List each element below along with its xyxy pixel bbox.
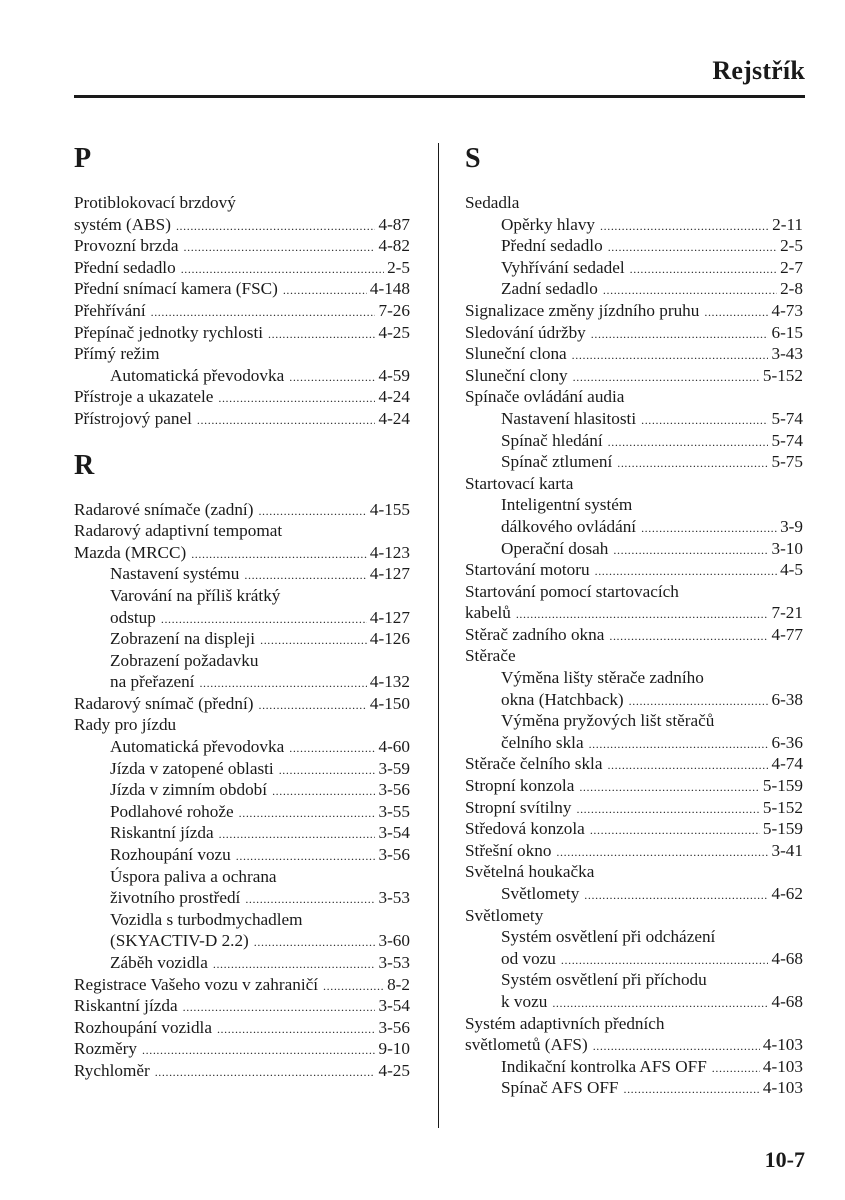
dot-leader xyxy=(629,691,769,713)
entry-label: Podlahové rohože xyxy=(110,801,234,821)
index-subentry xyxy=(465,926,803,948)
dot-leader xyxy=(218,388,375,410)
dot-leader xyxy=(712,1058,760,1080)
dot-leader xyxy=(279,760,376,782)
entry-label: Spínače ovládání audia xyxy=(465,387,625,407)
index-subentry xyxy=(74,758,410,780)
entry-page-ref: 4-87 xyxy=(378,214,410,234)
entry-label: (SKYACTIV-D 2.2) xyxy=(110,931,249,951)
dot-leader xyxy=(199,673,366,695)
entry-label: Střešní okno xyxy=(465,840,552,860)
index-entry xyxy=(74,499,410,521)
entry-label: na přeřazení xyxy=(110,672,195,692)
entry-page-ref: 3-54 xyxy=(378,823,410,843)
index-entry xyxy=(74,693,410,715)
dot-leader xyxy=(573,367,760,389)
entry-label: Automatická převodovka xyxy=(110,737,285,757)
entry-label: Vyhřívání sedadel xyxy=(501,257,625,277)
index-subentry xyxy=(465,278,803,300)
entry-page-ref: 4-68 xyxy=(771,948,803,968)
entry-page-ref: 4-24 xyxy=(378,387,410,407)
dot-leader xyxy=(590,820,760,842)
page-number: 10-7 xyxy=(764,1147,805,1172)
index-entry xyxy=(465,818,803,840)
dot-leader xyxy=(516,604,769,626)
index-entry xyxy=(74,1038,410,1060)
entry-label: Spínač AFS OFF xyxy=(501,1078,619,1098)
index-subentry xyxy=(74,607,410,629)
entry-label: Přístroje a ukazatele xyxy=(74,387,214,407)
index-subentry xyxy=(465,1077,803,1099)
entry-page-ref: 4-127 xyxy=(369,607,410,627)
index-subentry xyxy=(74,736,410,758)
index-entry xyxy=(74,214,410,236)
entry-page-ref: 4-60 xyxy=(378,737,410,757)
index-entry xyxy=(465,581,803,603)
entry-page-ref: 5-74 xyxy=(771,430,803,450)
index-entry xyxy=(465,365,803,387)
index-subentry xyxy=(465,667,803,689)
entry-page-ref: 4-132 xyxy=(369,672,410,692)
dot-leader xyxy=(572,345,769,367)
index-entry xyxy=(465,343,803,365)
dot-leader xyxy=(258,501,366,523)
entry-label: Přední sedadlo xyxy=(501,236,603,256)
entry-label: Operační dosah xyxy=(501,538,609,558)
entry-page-ref: 4-155 xyxy=(369,499,410,519)
entry-page-ref: 2-8 xyxy=(780,279,803,299)
entry-label: Stěrač zadního okna xyxy=(465,624,605,644)
entry-page-ref: 4-103 xyxy=(762,1056,803,1076)
dot-leader xyxy=(155,1062,376,1084)
index-subentry xyxy=(465,538,803,560)
entry-page-ref: 5-159 xyxy=(762,776,803,796)
entry-page-ref: 4-24 xyxy=(378,408,410,428)
entry-label: Mazda (MRCC) xyxy=(74,542,187,562)
entry-label: Světelná houkačka xyxy=(465,862,595,882)
entry-label: Vozidla s turbodmychadlem xyxy=(110,909,303,929)
index-entry xyxy=(465,797,803,819)
entry-page-ref: 2-11 xyxy=(772,214,803,234)
entry-label: Výměna lišty stěrače zadního xyxy=(501,668,704,688)
entry-page-ref: 4-68 xyxy=(771,991,803,1011)
entry-label: Nastavení systému xyxy=(110,564,240,584)
index-entry xyxy=(465,1013,803,1035)
dot-leader xyxy=(641,518,777,540)
entry-page-ref: 6-38 xyxy=(771,689,803,709)
index-subentry xyxy=(74,909,410,931)
dot-leader xyxy=(556,842,768,864)
entry-label: Spínač hledání xyxy=(501,430,603,450)
entry-page-ref: 3-54 xyxy=(378,996,410,1016)
entry-page-ref: 3-53 xyxy=(378,953,410,972)
dot-leader xyxy=(608,432,769,454)
index-subentry xyxy=(74,671,410,693)
dot-leader xyxy=(183,997,376,1019)
entry-label: Stropní svítilny xyxy=(465,797,572,817)
index-entry xyxy=(74,300,410,322)
dot-leader xyxy=(603,280,777,302)
index-subentry xyxy=(465,1056,803,1078)
index-entry xyxy=(74,1017,410,1039)
index-subentry xyxy=(74,844,410,866)
entry-page-ref: 4-5 xyxy=(780,560,803,580)
entry-label: odstup xyxy=(110,607,156,627)
entry-page-ref: 3-9 xyxy=(780,516,803,536)
dot-leader xyxy=(254,932,376,954)
index-entry xyxy=(465,602,803,624)
entry-label: Nastavení hlasitosti xyxy=(501,408,637,428)
entry-label: Přední sedadlo xyxy=(74,257,176,277)
entry-page-ref: 4-126 xyxy=(369,629,410,649)
index-entry xyxy=(465,1034,803,1056)
index-subentry xyxy=(465,883,803,905)
entry-label: Varování na příliš krátký xyxy=(110,585,281,605)
entry-label: Radarový adaptivní tempomat xyxy=(74,521,283,541)
index-entry xyxy=(465,322,803,344)
entry-page-ref: 9-10 xyxy=(378,1039,410,1059)
entry-page-ref: 4-25 xyxy=(378,1060,410,1080)
entry-label: okna (Hatchback) xyxy=(501,689,624,709)
dot-leader xyxy=(630,259,777,281)
entry-label: kabelů xyxy=(465,603,511,623)
dot-leader xyxy=(245,889,375,911)
entry-page-ref: 4-25 xyxy=(378,322,410,342)
entry-label: Inteligentní systém xyxy=(501,495,633,515)
entry-page-ref: 4-127 xyxy=(369,564,410,584)
dot-leader xyxy=(584,885,768,907)
entry-label: Jízda v zatopené oblasti xyxy=(110,758,274,778)
entry-page-ref: 2-7 xyxy=(780,257,803,277)
dot-leader xyxy=(184,237,376,259)
entry-label: Spínač ztlumení xyxy=(501,452,613,472)
index-subentry xyxy=(74,563,410,585)
entry-label: Startování pomocí startovacích xyxy=(465,581,679,601)
entry-label: Riskantní jízda xyxy=(74,996,178,1016)
index-entry xyxy=(74,386,410,408)
entry-page-ref: 3-60 xyxy=(378,931,410,951)
index-subentry xyxy=(465,408,803,430)
index-entry xyxy=(74,974,410,996)
entry-page-ref: 3-41 xyxy=(771,840,803,860)
entry-label: Sedadla xyxy=(465,193,520,212)
entry-label: světlometů (AFS) xyxy=(465,1035,588,1055)
index-entry xyxy=(465,624,803,646)
entry-label: Registrace Vašeho vozu v zahraničí xyxy=(74,974,319,994)
entry-label: Úspora paliva a ochrana xyxy=(110,866,277,886)
index-subentry xyxy=(74,887,410,909)
dot-leader xyxy=(191,544,367,566)
index-subentry xyxy=(465,991,803,1013)
dot-leader xyxy=(258,695,366,717)
dot-leader xyxy=(181,259,384,281)
entry-page-ref: 4-62 xyxy=(771,884,803,903)
entry-page-ref: 4-148 xyxy=(369,279,410,299)
dot-leader xyxy=(283,280,367,302)
entry-page-ref: 4-73 xyxy=(771,300,803,320)
index-entry xyxy=(465,645,803,667)
index-subentry xyxy=(74,930,410,952)
dot-leader xyxy=(323,976,384,998)
index-subentry xyxy=(74,650,410,672)
index-entry xyxy=(74,408,410,430)
dot-leader xyxy=(617,453,768,475)
entry-label: čelního skla xyxy=(501,732,584,752)
entry-label: Signalizace změny jízdního pruhu xyxy=(465,300,700,320)
entry-page-ref: 4-150 xyxy=(369,693,410,713)
entry-page-ref: 5-152 xyxy=(762,797,803,817)
dot-leader xyxy=(704,302,768,324)
index-subentry xyxy=(74,628,410,650)
entry-page-ref: 3-55 xyxy=(378,801,410,821)
entry-label: Výměna pryžových lišt stěračů xyxy=(501,711,715,731)
section-letter: R xyxy=(74,449,95,481)
index-entry xyxy=(74,542,410,564)
entry-page-ref: 3-59 xyxy=(378,758,410,778)
entry-label: Jízda v zimním období xyxy=(110,780,268,800)
index-subentry xyxy=(465,689,803,711)
entry-label: Přímý režim xyxy=(74,344,160,364)
index-subentry xyxy=(465,516,803,538)
entry-label: Radarový snímač (přední) xyxy=(74,693,254,713)
dot-leader xyxy=(142,1040,375,1062)
dot-leader xyxy=(552,993,768,1015)
dot-leader xyxy=(641,410,768,432)
entry-page-ref: 5-159 xyxy=(762,819,803,839)
index-entry xyxy=(74,192,410,214)
dot-leader xyxy=(589,734,769,756)
page-header-title: Rejstřík xyxy=(712,56,805,85)
index-subentry xyxy=(465,451,803,473)
index-subentry xyxy=(465,214,803,236)
entry-page-ref: 3-10 xyxy=(771,538,803,558)
entry-label: Systém osvětlení při odcházení xyxy=(501,927,716,947)
entry-label: Stropní konzola xyxy=(465,776,575,796)
entry-label: Záběh vozidla xyxy=(110,953,208,972)
index-subentry xyxy=(465,969,803,991)
dot-leader xyxy=(595,561,777,583)
index-entry xyxy=(465,753,803,775)
entry-label: Zobrazení požadavku xyxy=(110,650,259,670)
entry-label: Radarové snímače (zadní) xyxy=(74,499,254,519)
entry-label: Přední snímací kamera (FSC) xyxy=(74,279,278,299)
index-entry xyxy=(465,775,803,797)
dot-leader xyxy=(579,777,760,799)
dot-leader xyxy=(217,1019,376,1041)
column-divider xyxy=(438,143,439,1128)
index-subentry xyxy=(74,779,410,801)
index-entry xyxy=(74,278,410,300)
index-entry xyxy=(465,473,803,495)
entry-label: Systém osvětlení při příchodu xyxy=(501,970,707,990)
dot-leader xyxy=(260,630,367,652)
dot-leader xyxy=(613,540,768,562)
dot-leader xyxy=(244,565,367,587)
entry-label: Přepínač jednotky rychlosti xyxy=(74,322,264,342)
entry-label: Protiblokovací brzdový xyxy=(74,193,236,212)
entry-page-ref: 3-53 xyxy=(378,888,410,908)
index-entry xyxy=(465,192,803,214)
entry-page-ref: 5-75 xyxy=(771,452,803,472)
entry-label: Opěrky hlavy xyxy=(501,214,596,234)
dot-leader xyxy=(268,324,375,346)
index-subentry xyxy=(465,710,803,732)
entry-label: Středová konzola xyxy=(465,819,585,839)
entry-page-ref: 3-56 xyxy=(378,780,410,800)
entry-page-ref: 4-74 xyxy=(771,754,803,774)
entry-page-ref: 3-56 xyxy=(378,845,410,865)
dot-leader xyxy=(591,324,769,346)
entry-page-ref: 4-82 xyxy=(378,236,410,256)
entry-label: Automatická převodovka xyxy=(110,365,285,385)
entry-label: Stěrače čelního skla xyxy=(465,754,603,774)
dot-leader xyxy=(289,738,375,760)
dot-leader xyxy=(576,799,759,821)
entry-label: Indikační kontrolka AFS OFF xyxy=(501,1056,707,1076)
entry-page-ref: 5-74 xyxy=(771,408,803,428)
entry-label: Rozměry xyxy=(74,1039,138,1059)
entry-label: Přístrojový panel xyxy=(74,408,192,428)
dot-leader xyxy=(176,216,376,238)
dot-leader xyxy=(219,824,376,846)
entry-page-ref: 2-5 xyxy=(780,236,803,256)
entry-label: Sluneční clona xyxy=(465,344,567,364)
entry-page-ref: 6-36 xyxy=(771,732,803,752)
dot-leader xyxy=(609,626,768,648)
index-entry xyxy=(74,322,410,344)
index-subentry xyxy=(465,948,803,970)
dot-leader xyxy=(600,216,769,238)
index-entry xyxy=(465,300,803,322)
index-subentry xyxy=(74,365,410,387)
dot-leader xyxy=(239,803,376,825)
index-entry xyxy=(465,905,803,927)
entry-label: od vozu xyxy=(501,948,556,968)
entry-label: systém (ABS) xyxy=(74,214,171,234)
header-rule xyxy=(74,95,805,98)
entry-page-ref: 4-123 xyxy=(369,542,410,562)
index-subentry xyxy=(74,952,410,974)
entry-page-ref: 3-43 xyxy=(771,344,803,364)
dot-leader xyxy=(289,367,375,389)
index-entry xyxy=(465,840,803,862)
index-subentry xyxy=(74,822,410,844)
entry-label: Rozhoupání vozu xyxy=(110,845,231,865)
entry-label: Zadní sedadlo xyxy=(501,279,598,299)
entry-label: Rady pro jízdu xyxy=(74,715,177,735)
entry-page-ref: 2-5 xyxy=(387,257,410,277)
entry-page-ref: 8-2 xyxy=(387,974,410,994)
entry-page-ref: 4-77 xyxy=(771,624,803,644)
entry-label: k vozu xyxy=(501,991,548,1011)
entry-page-ref: 3-56 xyxy=(378,1017,410,1037)
dot-leader xyxy=(272,781,375,803)
dot-leader xyxy=(161,609,367,631)
index-entry xyxy=(74,343,410,365)
entry-label: Rychloměr xyxy=(74,1060,150,1080)
index-entry xyxy=(74,714,410,736)
section-letter: S xyxy=(465,143,481,174)
entry-page-ref: 7-26 xyxy=(378,300,410,320)
dot-leader xyxy=(236,846,376,868)
entry-label: Přehřívání xyxy=(74,300,146,320)
dot-leader xyxy=(213,954,376,976)
entry-label: Světlomety xyxy=(465,905,544,925)
dot-leader xyxy=(623,1079,759,1101)
entry-page-ref: 4-59 xyxy=(378,365,410,385)
index-entry xyxy=(74,257,410,279)
entry-label: Systém adaptivních předních xyxy=(465,1013,665,1033)
entry-label: Sledování údržby xyxy=(465,322,586,342)
index-subentry xyxy=(74,866,410,888)
dot-leader xyxy=(608,237,777,259)
entry-label: Světlomety xyxy=(501,884,580,903)
index-entry xyxy=(74,520,410,542)
dot-leader xyxy=(561,950,769,972)
entry-page-ref: 6-15 xyxy=(771,322,803,342)
index-entry xyxy=(74,995,410,1017)
section-letter: P xyxy=(74,143,92,174)
entry-page-ref: 4-103 xyxy=(762,1035,803,1055)
index-entry xyxy=(465,386,803,408)
index-subentry xyxy=(465,494,803,516)
entry-page-ref: 7-21 xyxy=(771,603,803,623)
entry-label: Provozní brzda xyxy=(74,236,179,256)
index-column-right xyxy=(465,137,803,1099)
index-entry xyxy=(74,235,410,257)
dot-leader xyxy=(593,1036,760,1058)
index-subentry xyxy=(465,235,803,257)
entry-label: dálkového ovládání xyxy=(501,516,637,536)
index-entry xyxy=(465,861,803,883)
dot-leader xyxy=(197,410,376,432)
entry-label: Riskantní jízda xyxy=(110,823,214,843)
index-subentry xyxy=(465,732,803,754)
entry-label: životního prostředí xyxy=(110,888,241,908)
dot-leader xyxy=(607,755,768,777)
index-entry xyxy=(465,559,803,581)
index-subentry xyxy=(74,585,410,607)
entry-page-ref: 5-152 xyxy=(762,365,803,385)
index-column-left xyxy=(74,137,410,1082)
entry-page-ref: 4-103 xyxy=(762,1078,803,1098)
entry-label: Zobrazení na displeji xyxy=(110,629,256,649)
index-subentry xyxy=(74,801,410,823)
dot-leader xyxy=(151,302,376,324)
entry-label: Sluneční clony xyxy=(465,365,568,385)
entry-label: Startovací karta xyxy=(465,473,574,493)
index-subentry xyxy=(465,430,803,452)
index-subentry xyxy=(465,257,803,279)
entry-label: Stěrače xyxy=(465,646,516,666)
index-entry xyxy=(74,1060,410,1082)
entry-label: Startování motoru xyxy=(465,560,590,580)
entry-label: Rozhoupání vozidla xyxy=(74,1017,212,1037)
